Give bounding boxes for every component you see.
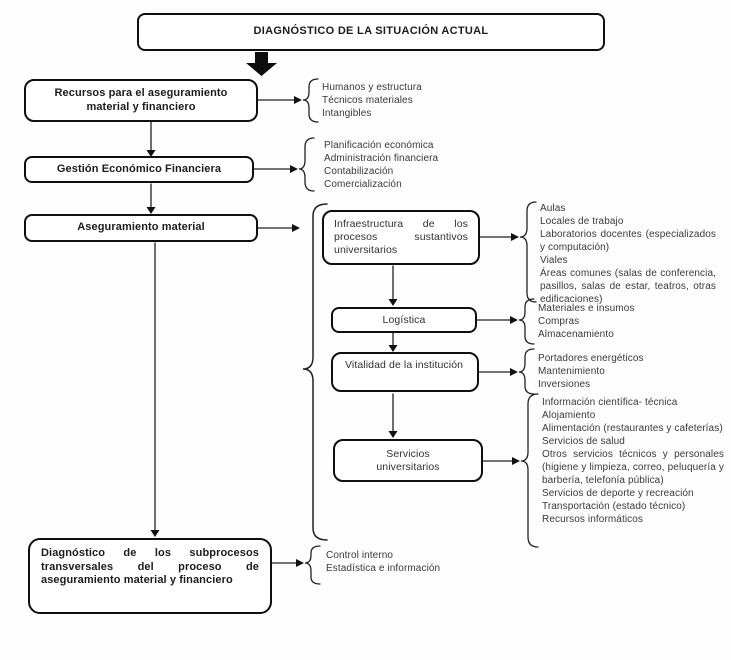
list-item: Alimentación (restaurantes y cafeterías) xyxy=(542,423,723,434)
box-logistica-label: Logística xyxy=(382,313,426,326)
title-label: DIAGNÓSTICO DE LA SITUACIÓN ACTUAL xyxy=(253,25,489,38)
list-item: Técnicos materiales xyxy=(322,95,413,106)
box-infraestructura xyxy=(322,210,480,265)
box-servicios-label: Servicios universitarios xyxy=(376,447,440,473)
box-aseguramiento xyxy=(24,214,258,242)
brace-diagnostico xyxy=(305,546,320,584)
list-item: Almacenamiento xyxy=(538,329,614,340)
list-item: Laboratorios docentes (especializados y computación) xyxy=(540,229,716,253)
list-diagnostico xyxy=(326,549,496,575)
box-gestion-label: Gestión Económico Financiera xyxy=(56,162,222,175)
box-vitalidad-label: Vitalidad de la institución xyxy=(345,359,464,371)
list-item: Áreas comunes (salas de conferencia, pasillos, salas de estar, teatros, otras edificaciones) xyxy=(540,268,716,305)
list-item: Portadores energéticos xyxy=(538,353,644,364)
list-item: Viales xyxy=(540,255,568,266)
arrow-logistica-vitalidad-head xyxy=(389,345,398,352)
list-item: Locales de trabajo xyxy=(540,216,624,227)
box-recursos-label: Recursos para el aseguramiento material y financiero xyxy=(54,87,228,113)
brace-servicios xyxy=(521,394,538,547)
list-item: Planificación económica xyxy=(324,140,434,151)
list-logistica xyxy=(538,302,688,341)
brace-logistica xyxy=(519,299,534,344)
box-vitalidad xyxy=(331,352,479,392)
list-item: Control interno xyxy=(326,550,394,561)
list-gestion xyxy=(324,139,494,191)
box-servicios xyxy=(333,439,483,482)
brace-infraestructura xyxy=(520,202,536,302)
list-item: Servicios de deporte y recreación xyxy=(542,488,694,499)
list-item: Compras xyxy=(538,316,580,327)
box-diagnostico xyxy=(28,538,272,614)
list-recursos xyxy=(322,81,482,120)
list-item: Información científica- técnica xyxy=(542,397,678,408)
arrow-infraestructura-head xyxy=(511,233,519,241)
box-aseguramiento-label: Aseguramiento material xyxy=(77,221,205,234)
brace-recursos xyxy=(303,79,318,122)
arrow-diagnostico-head xyxy=(296,559,304,567)
list-item: Intangibles xyxy=(322,108,372,119)
list-vitalidad xyxy=(538,352,698,391)
box-infraestructura-label: Infraestructura de los procesos sustantivos universitarios xyxy=(334,218,468,256)
list-item: Mantenimiento xyxy=(538,366,605,377)
list-item: Servicios de salud xyxy=(542,436,625,447)
arrow-aseguramiento-head xyxy=(292,224,300,232)
list-item: Materiales e insumos xyxy=(538,303,635,314)
list-item: Administración financiera xyxy=(324,153,439,164)
box-logistica xyxy=(331,307,477,333)
list-item: Humanos y estructura xyxy=(322,82,422,93)
box-diagnostico-label: Diagnóstico de los subprocesos transversales del proceso de aseguramiento material y financiero xyxy=(41,547,259,586)
arrow-box2-box3-head xyxy=(147,207,156,214)
list-item: Contabilización xyxy=(324,166,394,177)
arrow-infra-logistica-head xyxy=(389,299,398,306)
box-recursos xyxy=(24,79,258,122)
arrow-vitalidad-head xyxy=(510,368,518,376)
list-servicios xyxy=(542,396,724,526)
list-item: Estadística e información xyxy=(326,563,441,574)
list-item: Alojamiento xyxy=(542,410,596,421)
arrow-logistica-head xyxy=(510,316,518,324)
brace-vitalidad xyxy=(519,349,534,394)
list-item: Transportación (estado técnico) xyxy=(542,501,686,512)
arrow-recursos-head xyxy=(294,96,302,104)
list-item: Inversiones xyxy=(538,379,591,390)
arrow-servicios-head xyxy=(512,457,520,465)
box-gestion xyxy=(24,156,254,183)
title-down-block-arrow xyxy=(246,52,277,76)
list-item: Recursos informáticos xyxy=(542,514,644,525)
list-item: Aulas xyxy=(540,203,566,214)
title-box xyxy=(137,13,605,51)
list-infraestructura xyxy=(540,202,716,306)
list-item: Otros servicios técnicos y personales (higiene y limpieza, correo, peluquería y barbería, telefonía pública) xyxy=(542,449,724,486)
arrow-gestion-head xyxy=(290,165,298,173)
brace-gestion xyxy=(299,138,314,191)
arrow-vitalidad-servicios-head xyxy=(389,431,398,438)
arrow-aseg-diagnostico-head xyxy=(151,530,160,537)
list-item: Comercialización xyxy=(324,179,402,190)
